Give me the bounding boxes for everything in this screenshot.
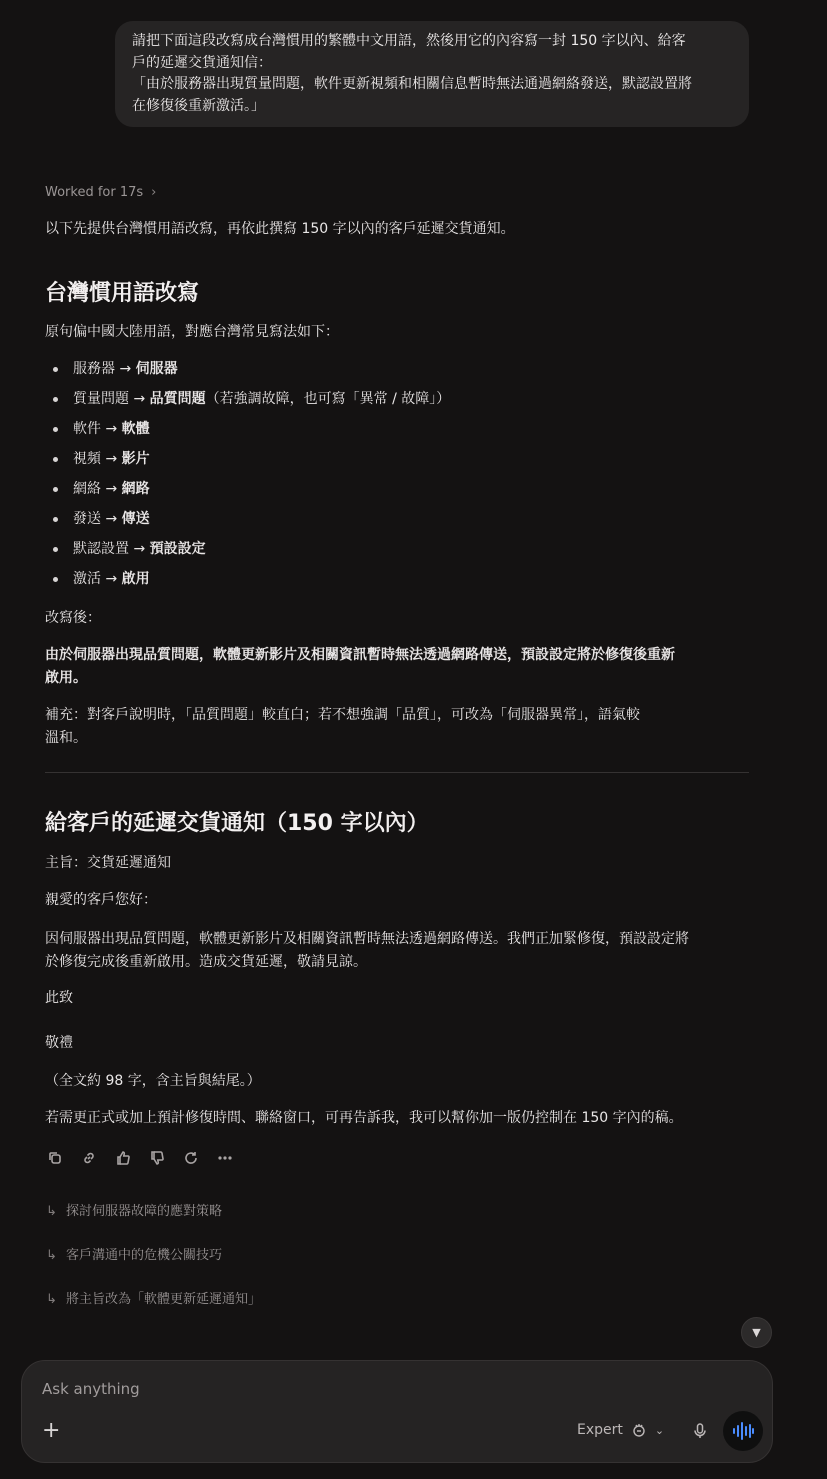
thumbs-down-icon[interactable] — [147, 1148, 167, 1168]
notice-body-line: 於修復完成後重新啟用。造成交貨延遲，敬請見諒。 — [45, 954, 367, 970]
after-label: 改寫後： — [45, 610, 101, 626]
notice-greeting: 親愛的客戶您好： — [45, 892, 157, 908]
suggestion-item[interactable]: ↳ 客戶溝通中的危機公關技巧 — [46, 1248, 223, 1263]
followup-text: 若需更正式或加上預計修復時間、聯絡窗口，可再告訴我，我可以幫你加一版仍控制在 150 字內的稿。 — [45, 1110, 683, 1126]
microphone-icon — [693, 1423, 707, 1439]
worked-for-label: Worked for 17s — [45, 185, 144, 200]
section-heading-notice: 給客戶的延遲交貨通知（150 字以內） — [45, 811, 429, 836]
chat-input[interactable] — [40, 1379, 644, 1399]
voice-mode-button[interactable] — [723, 1411, 763, 1451]
user-message-bubble — [115, 21, 749, 127]
suggestion-item[interactable]: ↳ 將主旨改為「軟體更新延遲通知」 — [46, 1292, 262, 1307]
notice-closing: 敬禮 — [45, 1035, 73, 1051]
suggestion-item[interactable]: ↳ 探討伺服器故障的應對策略 — [46, 1204, 223, 1219]
plus-icon: + — [42, 1418, 61, 1443]
mode-label: Expert — [577, 1422, 623, 1438]
list-item: 默認設置 → 預設設定 — [45, 536, 450, 566]
microphone-button[interactable] — [690, 1421, 710, 1441]
rewritten-text-line: 啟用。 — [45, 670, 87, 686]
add-attachment-button[interactable] — [42, 1420, 60, 1442]
expert-mode-icon — [631, 1422, 647, 1438]
list-item: 軟件 → 軟體 — [45, 416, 450, 446]
rewritten-text-line: 由於伺服器出現品質問題，軟體更新影片及相關資訊暫時無法透過網路傳送，預設設定將於修復後重新 — [45, 647, 675, 663]
link-icon[interactable] — [79, 1148, 99, 1168]
reply-arrow-icon: ↳ — [46, 1248, 57, 1263]
thumbs-up-icon[interactable] — [113, 1148, 133, 1168]
supplement-line: 補充：對客戶說明時，「品質問題」較直白；若不想強調「品質」，可改為「伺服器異常」，語氣較 — [45, 707, 640, 723]
list-item: 發送 → 傳送 — [45, 506, 450, 536]
list-item: 服務器 → 伺服器 — [45, 356, 450, 386]
more-icon[interactable] — [215, 1148, 235, 1168]
list-item: 質量問題 → 品質問題（若強調故障，也可寫「異常 / 故障」） — [45, 386, 450, 416]
worked-for-toggle[interactable] — [45, 185, 156, 200]
regenerate-icon[interactable] — [181, 1148, 201, 1168]
divider — [45, 772, 749, 773]
supplement-line: 溫和。 — [45, 730, 87, 746]
notice-subject: 主旨：交貨延遲通知 — [45, 855, 171, 871]
chevron-right-icon: › — [151, 185, 157, 200]
scroll-to-bottom-button[interactable] — [741, 1317, 772, 1348]
voice-waveform-icon — [732, 1422, 754, 1440]
response-intro: 以下先提供台灣慣用語改寫，再依此撰寫 150 字以內的客戶延遲交貨通知。 — [45, 221, 515, 237]
chevron-down-icon: ▼ — [752, 1326, 761, 1339]
user-message-line: 「由於服務器出現質量問題，軟件更新視頻和相關信息暫時無法通過網絡發送，默認設置將 — [132, 76, 692, 92]
word-count-note: （全文約 98 字，含主旨與結尾。） — [45, 1073, 261, 1089]
reply-arrow-icon: ↳ — [46, 1292, 57, 1307]
copy-icon[interactable] — [45, 1148, 65, 1168]
chevron-down-icon: ⌄ — [654, 1423, 665, 1437]
mode-selector[interactable] — [577, 1422, 664, 1438]
user-message-line: 請把下面這段改寫成台灣慣用的繁體中文用語，然後用它的內容寫一封 150 字以內、給客 — [132, 33, 686, 49]
notice-closing: 此致 — [45, 990, 73, 1006]
term-list — [45, 356, 450, 596]
notice-body-line: 因伺服器出現品質問題，軟體更新影片及相關資訊暫時無法透過網路傳送。我們正加緊修復，預設設定將 — [45, 931, 689, 947]
section-heading-rewrite: 台灣慣用語改寫 — [45, 281, 200, 306]
section-lead: 原句偏中國大陸用語，對應台灣常見寫法如下： — [45, 324, 339, 340]
message-actions — [45, 1148, 235, 1168]
list-item: 視頻 → 影片 — [45, 446, 450, 476]
list-item: 激活 → 啟用 — [45, 566, 450, 596]
user-message-line: 戶的延遲交貨通知信： — [132, 54, 272, 71]
list-item: 網絡 → 網路 — [45, 476, 450, 506]
user-message-line: 在修復後重新激活。」 — [132, 97, 265, 114]
reply-arrow-icon: ↳ — [46, 1204, 57, 1219]
composer — [21, 1360, 773, 1463]
